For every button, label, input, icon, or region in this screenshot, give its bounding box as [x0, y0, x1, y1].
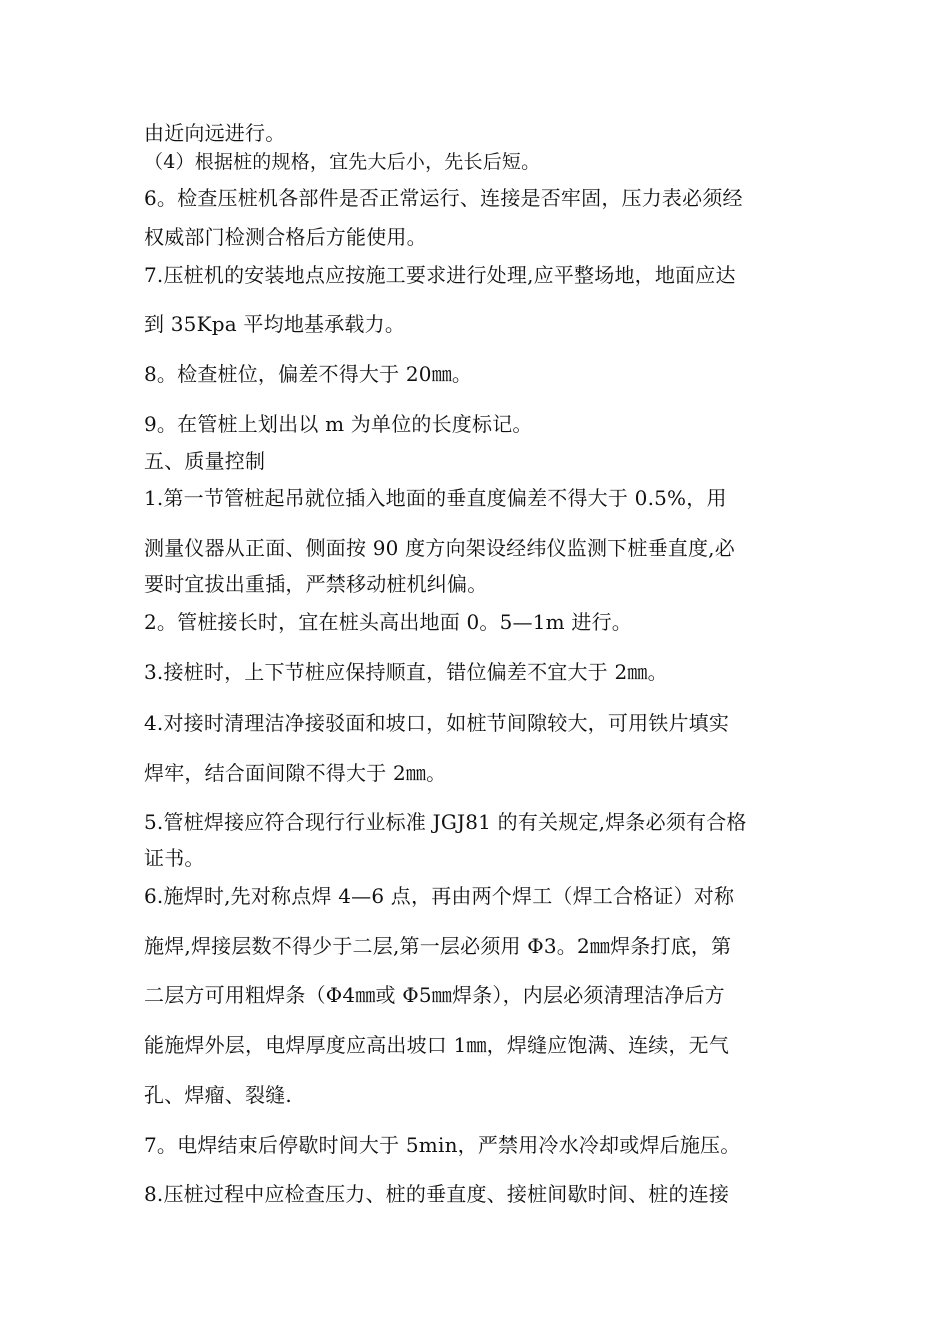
text-line: 5.管桩焊接应符合现行行业标准 JGJ81 的有关规定,焊条必须有合格 — [144, 810, 747, 834]
text-line: 施焊,焊接层数不得少于二层,第一层必须用 Φ3。2㎜焊条打底，第 — [144, 934, 732, 958]
text-line: 4.对接时清理洁净接驳面和坡口，如桩节间隙较大，可用铁片填实 — [144, 711, 730, 735]
text-line: 9。在管桩上划出以 m 为单位的长度标记。 — [144, 412, 533, 436]
text-line: 8.压桩过程中应检查压力、桩的垂直度、接桩间歇时间、桩的连接 — [144, 1182, 730, 1206]
text-line: 测量仪器从正面、侧面按 90 度方向架设经纬仪监测下桩垂直度,必 — [144, 536, 735, 560]
text-line: 3.接桩时，上下节桩应保持顺直，错位偏差不宜大于 2㎜。 — [144, 660, 668, 684]
text-line: 能施焊外层，电焊厚度应高出坡口 1㎜，焊缝应饱满、连续，无气 — [144, 1033, 730, 1057]
text-line: 6。检查压桩机各部件是否正常运行、连接是否牢固，压力表必须经 — [144, 186, 743, 210]
text-line: 由近向远进行。 — [144, 121, 286, 145]
text-line: 到 35Kpa 平均地基承载力。 — [144, 312, 406, 336]
text-line: 要时宜拔出重插，严禁移动桩机纠偏。 — [144, 572, 488, 596]
text-line: 7.压桩机的安装地点应按施工要求进行处理,应平整场地，地面应达 — [144, 263, 736, 287]
section-heading: 五、质量控制 — [144, 449, 266, 473]
text-line: 2。管桩接长时，宜在桩头高出地面 0。5—1m 进行。 — [144, 610, 632, 634]
text-line: 6.施焊时,先对称点焊 4—6 点，再由两个焊工（焊工合格证）对称 — [144, 884, 735, 908]
text-line: 孔、焊瘤、裂缝. — [144, 1083, 292, 1107]
text-line: 二层方可用粗焊条（Φ4㎜或 Φ5㎜焊条），内层必须清理洁净后方 — [144, 983, 725, 1007]
text-line: 焊牢，结合面间隙不得大于 2㎜。 — [144, 761, 447, 785]
text-line: 1.第一节管桩起吊就位插入地面的垂直度偏差不得大于 0.5%，用 — [144, 486, 727, 510]
text-line: （4）根据桩的规格，宜先大后小，先长后短。 — [144, 151, 541, 173]
text-line: 7。电焊结束后停歇时间大于 5min，严禁用冷水冷却或焊后施压。 — [144, 1133, 741, 1157]
text-line: 权威部门检测合格后方能使用。 — [144, 225, 427, 249]
text-line: 8。检查桩位，偏差不得大于 20㎜。 — [144, 362, 473, 386]
text-line: 证书。 — [144, 846, 205, 870]
